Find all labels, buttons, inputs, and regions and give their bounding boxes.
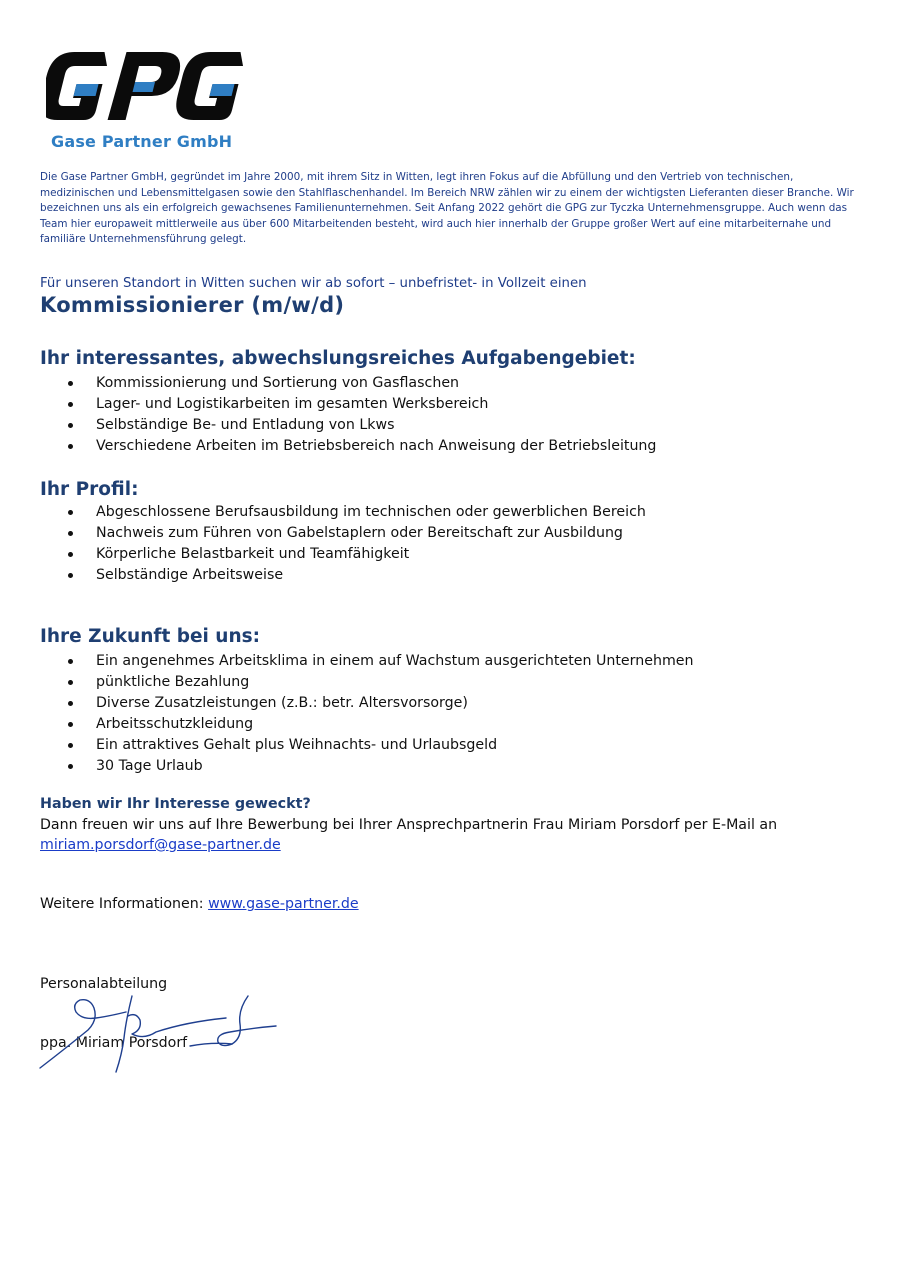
future-list xyxy=(40,651,860,777)
future-heading: Ihre Zukunft bei uns: xyxy=(40,626,261,647)
company-name: Gase Partner GmbH xyxy=(51,132,233,151)
more-info-label: Weitere Informationen: xyxy=(40,896,209,912)
tasks-list xyxy=(40,373,860,457)
list-item: pünktliche Bezahlung xyxy=(40,672,860,693)
list-item: Verschiedene Arbeiten im Betriebsbereich nach Anweisung der Betriebsleitung xyxy=(40,436,860,457)
list-item: Körperliche Belastbarkeit und Teamfähigkeit xyxy=(40,544,860,565)
list-item: Selbständige Be- und Entladung von Lkws xyxy=(40,415,860,436)
job-title: Kommissionierer (m/w/d) xyxy=(40,293,345,317)
list-item: Abgeschlossene Berufsausbildung im technischen oder gewerblichen Bereich xyxy=(40,502,860,523)
company-intro: Die Gase Partner GmbH, gegründet im Jahre 2000, mit ihrem Sitz in Witten, legt ihren Fokus auf die Abfüllung und den Vertrieb von technischen, medizinischen und Lebensmittelgasen sowie den Stahlflaschenhandel. Im Bereich NRW zählen wir zu einem der wichtigsten Lieferanten dieser Branche. Wir bezeichnen uns als ein erfolgreich gewachsenes Familienunternehmen. Seit Anfang 2022 gehört die GPG zur Tyczka Unternehmensgruppe. Auch wenn das Team hier europaweit mittlerweile aus über 600 Mitarbeitenden besteht, wird auch hier innerhalb der Gruppe großer Wert auf eine mitarbeiternahe und familiäre Unternehmensführung gelegt. xyxy=(40,171,854,246)
tasks-heading: Ihr interessantes, abwechslungsreiches Aufgabengebiet: xyxy=(40,348,636,369)
gpg-logo-mark-icon xyxy=(46,46,246,128)
department-label: Personalabteilung xyxy=(40,976,168,992)
list-item: Ein attraktives Gehalt plus Weihnachts- und Urlaubsgeld xyxy=(40,735,860,756)
list-item: Diverse Zusatzleistungen (z.B.: betr. Altersvorsorge) xyxy=(40,693,860,714)
list-item: Ein angenehmes Arbeitsklima in einem auf Wachstum ausgerichteten Unternehmen xyxy=(40,651,860,672)
handwritten-signature-icon xyxy=(36,990,281,1080)
contact-text: Dann freuen wir uns auf Ihre Bewerbung bei Ihrer Ansprechpartnerin Frau Miriam Porsdorf per E-Mail an xyxy=(40,817,778,833)
contact-email-link[interactable]: miriam.porsdorf@gase-partner.de xyxy=(40,837,281,853)
contact-heading: Haben wir Ihr Interesse geweckt? xyxy=(40,796,311,812)
company-logo xyxy=(46,46,246,156)
list-item: Kommissionierung und Sortierung von Gasflaschen xyxy=(40,373,860,394)
list-item: Lager- und Logistikarbeiten im gesamten Werksbereich xyxy=(40,394,860,415)
website-link[interactable]: www.gase-partner.de xyxy=(208,896,359,912)
profile-list xyxy=(40,502,860,586)
more-info-line xyxy=(40,896,359,912)
list-item: 30 Tage Urlaub xyxy=(40,756,860,777)
list-item: Nachweis zum Führen von Gabelstaplern oder Bereitschaft zur Ausbildung xyxy=(40,523,860,544)
job-lead-text: Für unseren Standort in Witten suchen wir ab sofort – unbefristet- in Vollzeit einen xyxy=(40,276,587,291)
list-item: Arbeitsschutzkleidung xyxy=(40,714,860,735)
signer-name: ppa. Miriam Porsdorf xyxy=(40,1035,188,1051)
list-item: Selbständige Arbeitsweise xyxy=(40,565,860,586)
profile-heading: Ihr Profil: xyxy=(40,479,139,500)
